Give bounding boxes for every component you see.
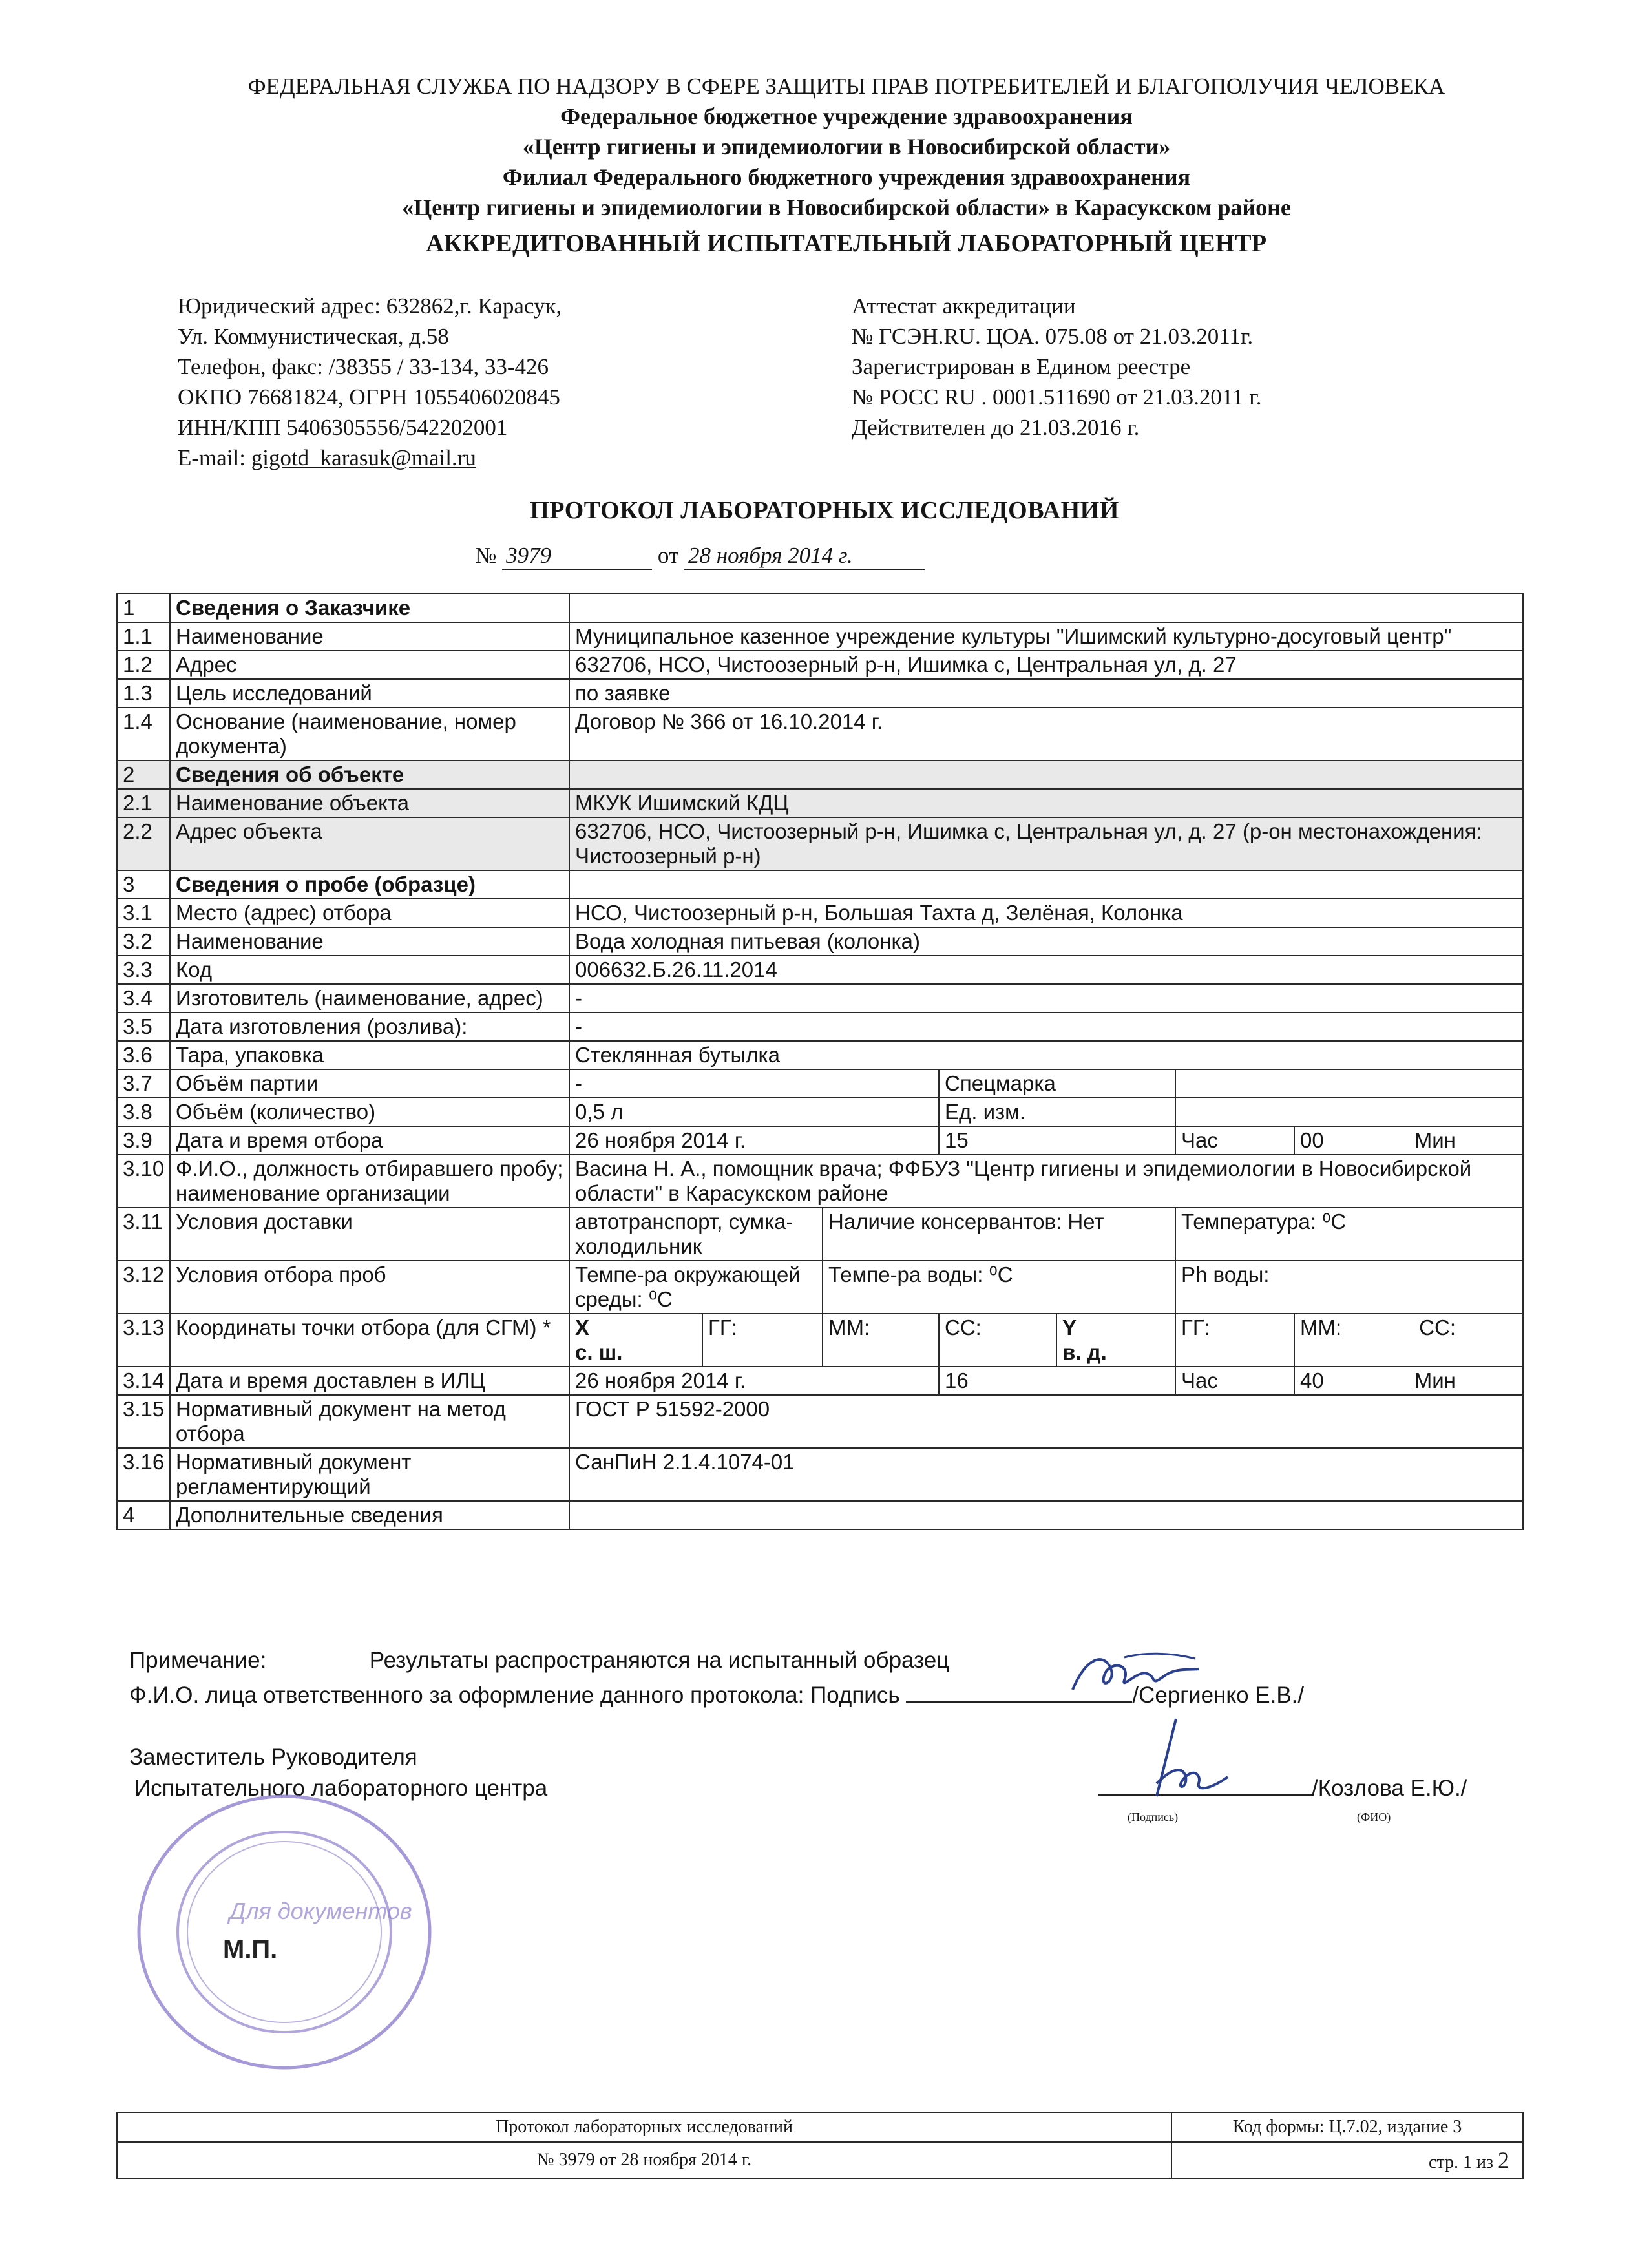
hour-unit: Час <box>1175 1126 1294 1155</box>
row-num: 3.12 <box>117 1261 170 1314</box>
row-value: Договор № 366 от 16.10.2014 г. <box>569 708 1523 761</box>
protocol-date: 28 ноября 2014 г. <box>684 543 925 570</box>
section-object <box>117 761 1523 789</box>
coord-y <box>1056 1314 1175 1367</box>
table-row <box>117 789 1523 817</box>
row-label: Адрес <box>170 651 569 679</box>
row-value: МКУК Ишимский КДЦ <box>569 789 1523 817</box>
row-value: 006632.Б.26.11.2014 <box>569 956 1523 984</box>
sampling-date: 26 ноября 2014 г. <box>569 1126 939 1155</box>
deputy-name: /Козлова Е.Ю./ <box>1312 1776 1467 1801</box>
signature-sergienko <box>1060 1644 1215 1716</box>
number-sign: № <box>475 543 497 568</box>
row-num: 3.2 <box>117 927 170 956</box>
row-label: Координаты точки отбора (для СГМ) * <box>170 1314 569 1367</box>
protocol-title: ПРОТОКОЛ ЛАБОРАТОРНЫХ ИССЛЕДОВАНИЙ <box>530 497 1119 524</box>
unit-label: Ед. изм. <box>939 1098 1175 1126</box>
preservatives: Наличие консервантов: Нет <box>823 1208 1175 1261</box>
row-num: 1.4 <box>117 708 170 761</box>
branch-name: Филиал Федерального бюджетного учреждения здравоохранения <box>502 164 1191 190</box>
row-num: 3.7 <box>117 1069 170 1098</box>
row-num: 3.10 <box>117 1155 170 1208</box>
water-temperature: Темпе-ра воды: ⁰С <box>823 1261 1175 1314</box>
minute-unit: Мин <box>1414 1128 1456 1152</box>
row-label: Нормативный документ на метод отбора <box>170 1395 569 1448</box>
row-label: Дата и время доставлен в ИЛЦ <box>170 1367 569 1395</box>
row-label: Условия доставки <box>170 1208 569 1261</box>
row-label: Тара, упаковка <box>170 1041 569 1069</box>
section-title: Сведения о Заказчике <box>170 594 569 622</box>
contacts-left <box>178 291 562 473</box>
email-label: E-mail: <box>178 445 251 470</box>
lab-center-name: АККРЕДИТОВАННЫЙ ИСПЫТАТЕЛЬНЫЙ ЛАБОРАТОРНЫЙ ЦЕНТР <box>426 230 1267 257</box>
row-value: по заявке <box>569 679 1523 708</box>
row-value: Васина Н. А., помощник врача; ФФБУЗ "Центр гигиены и эпидемиологии в Новосибирской области" в Карасукском районе <box>569 1155 1523 1208</box>
coord-x-deg: ГГ: <box>702 1314 823 1367</box>
footer-doc-number: № 3979 от 28 ноября 2014 г. <box>117 2142 1171 2178</box>
institution-name: Федеральное бюджетное учреждение здравоохранения <box>560 103 1133 129</box>
row-num: 3.9 <box>117 1126 170 1155</box>
stamp-text: Для документов <box>229 1898 412 1924</box>
row-num: 3 <box>117 870 170 899</box>
coord-y-unit: в. д. <box>1062 1340 1107 1364</box>
footer-doc-name: Протокол лабораторных исследований <box>117 2112 1171 2142</box>
row-label: Место (адрес) отбора <box>170 899 569 927</box>
email-link[interactable]: gigotd_karasuk@mail.ru <box>251 445 476 470</box>
row-num: 3.14 <box>117 1367 170 1395</box>
from-label: от <box>657 543 679 568</box>
table-row <box>117 708 1523 761</box>
email-line <box>178 443 562 473</box>
table-row <box>117 1208 1523 1261</box>
table-row <box>117 1069 1523 1098</box>
section-sample <box>117 870 1523 899</box>
coord-x-unit: с. ш. <box>575 1340 623 1364</box>
registry-number: № РОСС RU . 0001.511690 от 21.03.2011 г. <box>852 384 1262 410</box>
agency-name: ФЕДЕРАЛЬНАЯ СЛУЖБА ПО НАДЗОРУ В СФЕРЕ ЗАЩИТЫ ПРАВ ПОТРЕБИТЕЛЕЙ И БЛАГОПОЛУЧИЯ ЧЕЛОВЕКА <box>247 74 1445 99</box>
row-num: 3.5 <box>117 1013 170 1041</box>
row-num: 1.3 <box>117 679 170 708</box>
table-row <box>117 679 1523 708</box>
sampling-hour: 15 <box>939 1126 1175 1155</box>
protocol-number: 3979 <box>502 543 652 570</box>
row-num: 2.2 <box>117 817 170 870</box>
special-mark-value <box>1175 1069 1523 1098</box>
round-stamp <box>132 1790 436 2074</box>
row-value: - <box>569 984 1523 1013</box>
coord-y-min: ММ: <box>1300 1316 1342 1339</box>
footer-page-prefix: стр. 1 из <box>1428 2152 1498 2172</box>
note-line <box>129 1648 949 1674</box>
stamp-mp: М.П. <box>223 1935 278 1964</box>
row-label: Основание (наименование, номер документа) <box>170 708 569 761</box>
coord-x <box>569 1314 702 1367</box>
water-ph: Ph воды: <box>1175 1261 1523 1314</box>
table-row <box>117 956 1523 984</box>
contacts-right <box>852 291 1261 443</box>
delivery-date: 26 ноября 2014 г. <box>569 1367 939 1395</box>
row-num: 2.1 <box>117 789 170 817</box>
table-row <box>117 1155 1523 1208</box>
delivery-temperature: Температура: ⁰С <box>1175 1208 1523 1261</box>
table-row <box>117 899 1523 927</box>
row-value: Стеклянная бутылка <box>569 1041 1523 1069</box>
table-row <box>117 651 1523 679</box>
row-label: Адрес объекта <box>170 817 569 870</box>
institution-center: «Центр гигиены и эпидемиологии в Новосибирской области» <box>522 134 1171 160</box>
footer-page <box>1171 2142 1523 2178</box>
row-num: 2 <box>117 761 170 789</box>
branch-center: «Центр гигиены и эпидемиологии в Новосибирской области» в Карасукском районе <box>402 194 1291 220</box>
legal-address-line1: Юридический адрес: 632862,г. Карасук, <box>178 293 562 319</box>
row-label: Изготовитель (наименование, адрес) <box>170 984 569 1013</box>
section-title: Сведения об объекте <box>170 761 569 789</box>
coord-x-min: ММ: <box>823 1314 939 1367</box>
unit-value <box>1175 1098 1523 1126</box>
footer-page-total: 2 <box>1498 2147 1509 2173</box>
row-value: 0,5 л <box>569 1098 939 1126</box>
registry-label: Зарегистрирован в Едином реестре <box>852 354 1191 379</box>
table-row <box>117 1501 1523 1529</box>
row-value: Вода холодная питьевая (колонка) <box>569 927 1523 956</box>
coord-y-sec: СС: <box>1419 1316 1456 1339</box>
table-row <box>117 1013 1523 1041</box>
row-label: Условия отбора проб <box>170 1261 569 1314</box>
row-value <box>569 1501 1523 1529</box>
table-row <box>117 1261 1523 1314</box>
table-row <box>117 1395 1523 1448</box>
table-row <box>117 817 1523 870</box>
coord-x-letter: X <box>575 1316 590 1339</box>
row-value: - <box>569 1069 939 1098</box>
coord-y-deg: ГГ: <box>1175 1314 1294 1367</box>
sample-info-table <box>116 593 1524 1530</box>
table-row <box>117 622 1523 651</box>
row-num: 3.6 <box>117 1041 170 1069</box>
row-label: Наименование <box>170 927 569 956</box>
row-value: НСО, Чистоозерный р-н, Большая Тахта д, Зелёная, Колонка <box>569 899 1523 927</box>
minute-unit: Мин <box>1414 1369 1456 1392</box>
section-customer <box>117 594 1523 622</box>
header <box>103 71 1590 258</box>
row-num: 3.1 <box>117 899 170 927</box>
row-num: 4 <box>117 1501 170 1529</box>
row-num: 3.3 <box>117 956 170 984</box>
row-label: Дата и время отбора <box>170 1126 569 1155</box>
accreditation-label: Аттестат аккредитации <box>852 293 1076 319</box>
row-num: 1.1 <box>117 622 170 651</box>
row-num: 1.2 <box>117 651 170 679</box>
section-title: Сведения о пробе (образце) <box>170 870 569 899</box>
protocol-number-line <box>475 543 925 570</box>
row-value: СанПиН 2.1.4.1074-01 <box>569 1448 1523 1501</box>
delivery-hour: 16 <box>939 1367 1175 1395</box>
sampling-minute: 00 <box>1300 1128 1324 1152</box>
table-row <box>117 1367 1523 1395</box>
row-label: Объём партии <box>170 1069 569 1098</box>
row-label: Наименование <box>170 622 569 651</box>
okpo-ogrn: ОКПО 76681824, ОГРН 1055406020845 <box>178 384 560 410</box>
ambient-temperature: Темпе-ра окружающей среды: ⁰С <box>569 1261 823 1314</box>
row-value: 632706, НСО, Чистоозерный р-н, Ишимка с, Центральная ул, д. 27 <box>569 651 1523 679</box>
row-value: - <box>569 1013 1523 1041</box>
responsible-name: /Сергиенко Е.В./ <box>1132 1683 1305 1708</box>
fio-caption: (ФИО) <box>1357 1811 1391 1823</box>
footer-table <box>116 2112 1524 2179</box>
row-value: 632706, НСО, Чистоозерный р-н, Ишимка с, Центральная ул, д. 27 (р-он местонахождения: Чистоозерный р-н) <box>569 817 1523 870</box>
legal-address-line2: Ул. Коммунистическая, д.58 <box>178 324 449 349</box>
table-row <box>117 1098 1523 1126</box>
row-label: Объём (количество) <box>170 1098 569 1126</box>
responsible-label: Ф.И.О. лица ответственного за оформление данного протокола: Подпись <box>129 1683 900 1708</box>
row-label: Нормативный документ регламентирующий <box>170 1448 569 1501</box>
row-num: 1 <box>117 594 170 622</box>
row-label: Дата изготовления (розлива): <box>170 1013 569 1041</box>
table-row <box>117 984 1523 1013</box>
row-num: 3.15 <box>117 1395 170 1448</box>
table-row <box>117 1126 1523 1155</box>
inn-kpp: ИНН/КПП 5406305556/542202001 <box>178 415 508 440</box>
row-label: Код <box>170 956 569 984</box>
footer-form-code: Код формы: Ц.7.02, издание 3 <box>1171 2112 1523 2142</box>
special-mark-label: Спецмарка <box>939 1069 1175 1098</box>
row-label: Дополнительные сведения <box>170 1501 569 1529</box>
signature-caption: (Подпись) <box>1128 1811 1179 1823</box>
deputy-title-line2: Испытательного лабораторного центра <box>134 1776 548 1801</box>
table-row <box>117 1448 1523 1501</box>
row-label: Наименование объекта <box>170 789 569 817</box>
hour-unit: Час <box>1175 1367 1294 1395</box>
accreditation-number: № ГСЭН.RU. ЦОА. 075.08 от 21.03.2011г. <box>852 324 1254 349</box>
row-value: ГОСТ Р 51592-2000 <box>569 1395 1523 1448</box>
deputy-title-line1: Заместитель Руководителя <box>129 1745 417 1770</box>
signature-kozlova <box>1137 1712 1241 1803</box>
note-text: Результаты распространяются на испытанный образец <box>369 1648 950 1673</box>
table-row <box>117 1314 1523 1367</box>
phone-fax: Телефон, факс: /38355 / 33-134, 33-426 <box>178 354 549 379</box>
row-label: Ф.И.О., должность отбиравшего пробу; наименование организации <box>170 1155 569 1208</box>
delivery-transport: автотранспорт, сумка-холодильник <box>569 1208 823 1261</box>
row-num: 3.16 <box>117 1448 170 1501</box>
row-num: 3.8 <box>117 1098 170 1126</box>
row-num: 3.4 <box>117 984 170 1013</box>
delivery-minute: 40 <box>1300 1369 1324 1392</box>
table-row <box>117 1041 1523 1069</box>
coord-x-sec: СС: <box>939 1314 1056 1367</box>
row-num: 3.11 <box>117 1208 170 1261</box>
coord-y-letter: Y <box>1062 1316 1077 1339</box>
row-num: 3.13 <box>117 1314 170 1367</box>
table-row <box>117 927 1523 956</box>
row-label: Цель исследований <box>170 679 569 708</box>
row-value: Муниципальное казенное учреждение культуры "Ишимский культурно-досуговый центр" <box>569 622 1523 651</box>
note-label: Примечание: <box>129 1648 267 1673</box>
valid-until: Действителен до 21.03.2016 г. <box>852 415 1140 440</box>
